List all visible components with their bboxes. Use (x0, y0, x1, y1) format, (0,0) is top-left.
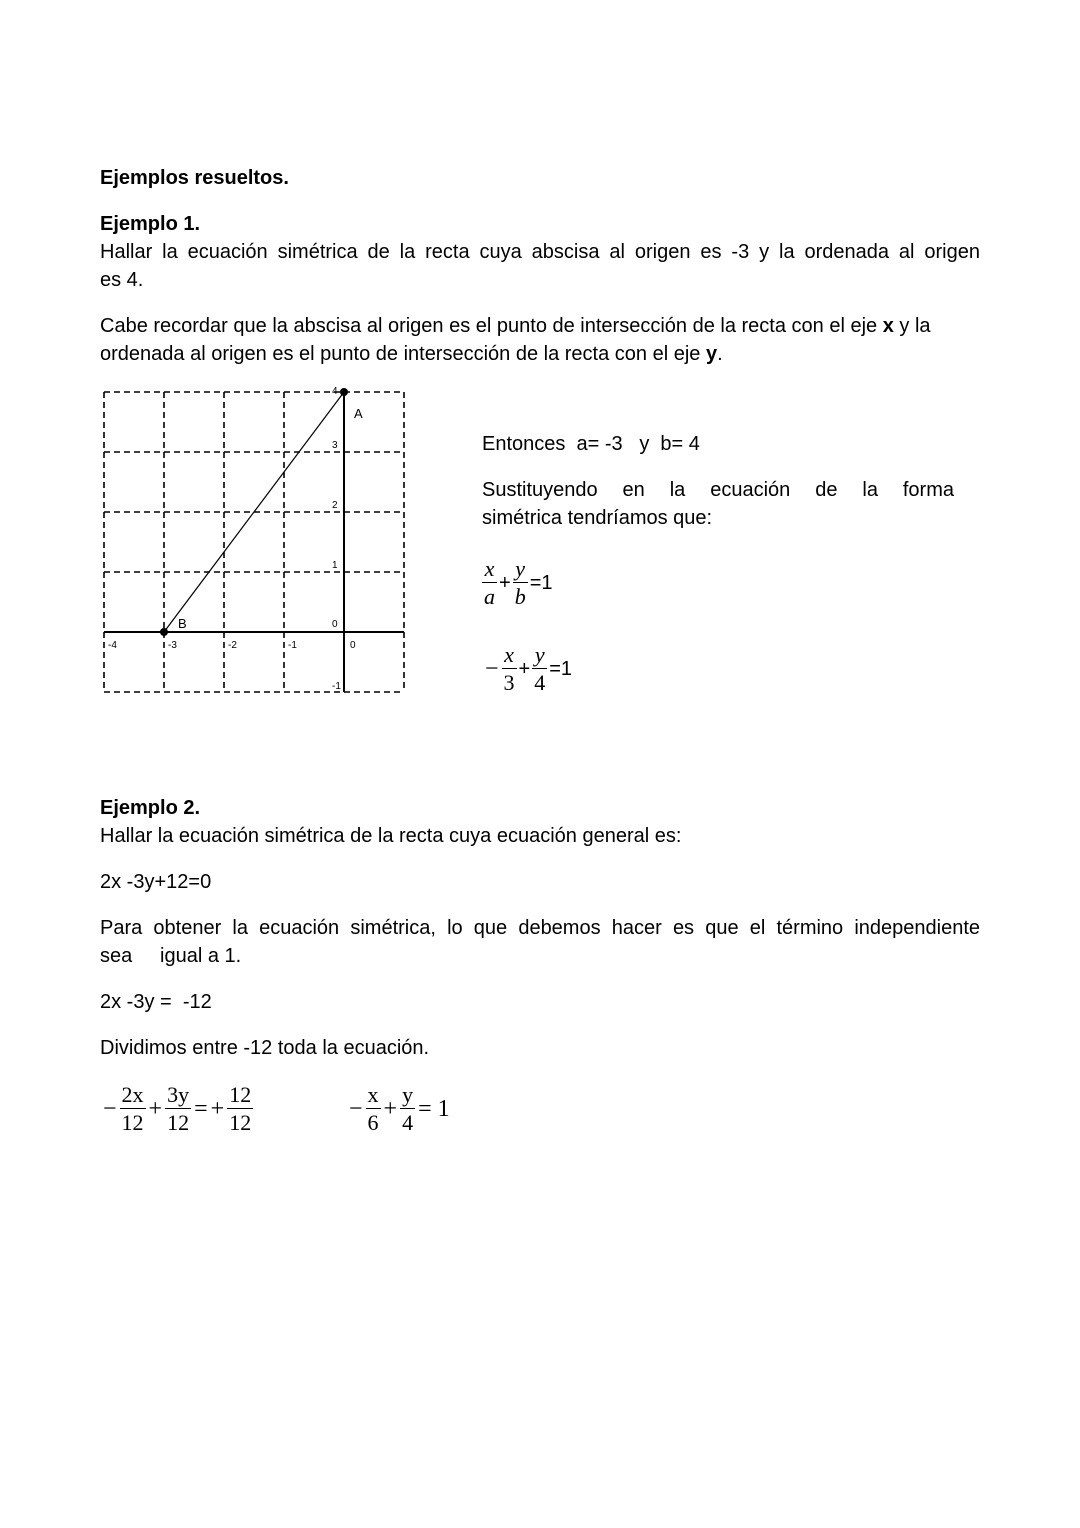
minus-sign: − (485, 656, 499, 682)
x-tick-label: -4 (108, 640, 117, 651)
equals-one: = 1 (418, 1096, 450, 1122)
graph-grid (104, 392, 404, 692)
fraction-y-over-4 (532, 642, 547, 697)
plus-sign: + (499, 572, 511, 594)
fraction-12-over-12 (227, 1082, 253, 1137)
recall-line1 (100, 312, 980, 340)
denominator: 12 (167, 1110, 190, 1135)
y-tick-label: 4 (332, 386, 338, 397)
numerator: y (532, 642, 547, 669)
denominator: 4 (534, 670, 546, 695)
recall-line1-text: Cabe recordar que la abscisa al origen es el punto de intersección de la recta con el eje (100, 315, 883, 337)
equals-one: =1 (549, 658, 573, 680)
graph-line (160, 388, 363, 636)
numerator: y (402, 1082, 414, 1107)
example-2-title: Ejemplo 2. (100, 797, 201, 819)
denominator: 12 (121, 1110, 144, 1135)
divided-equation-formula (100, 1082, 253, 1137)
y-tick-label: 2 (332, 500, 338, 511)
denominator: 3 (503, 670, 515, 695)
x-tick-label: -3 (168, 640, 177, 651)
step-divide-text: Dividimos entre -12 toda la ecuación. (100, 1037, 430, 1059)
recall-axis-y: y (705, 343, 718, 365)
point-b-marker (160, 628, 168, 636)
plus-sign: + (210, 1096, 225, 1122)
minus-sign: − (103, 1096, 117, 1122)
plus-sign: + (148, 1096, 163, 1122)
example-1-title: Ejemplo 1. (100, 213, 201, 235)
general-equation: 2x -3y+12=0 (100, 871, 212, 893)
then-text: Entonces a= -3 y b= 4 (482, 433, 700, 455)
recall-line2 (100, 340, 723, 368)
fraction-x-over-a (482, 556, 497, 611)
numerator: x (502, 642, 517, 669)
explanation-line1: Para obtener la ecuación simétrica, lo que debemos hacer es que el término independiente (100, 917, 980, 939)
substitution-line2: simétrica tendríamos que: (482, 507, 713, 529)
recall-line2-end: . (717, 343, 723, 365)
recall-line1-end: y la (893, 315, 931, 337)
recall-line2-text: ordenada al origen es el punto de intersección de la recta con el eje (100, 343, 706, 365)
x-tick-label: 0 (350, 640, 356, 651)
fraction-3y-over-12 (165, 1082, 191, 1137)
denominator: 6 (367, 1110, 379, 1135)
plus-sign: + (518, 658, 531, 680)
recall-axis-x: x (882, 315, 894, 337)
plus-sign: + (383, 1096, 398, 1122)
intercept-graph (96, 380, 416, 700)
minus-sign: − (349, 1096, 363, 1122)
equals-one: =1 (529, 572, 553, 594)
explanation-line2: sea igual a 1. (100, 945, 242, 967)
section-heading: Ejemplos resueltos. (100, 167, 289, 189)
fraction-2x-over-12 (120, 1082, 146, 1137)
equals-sign: = (194, 1096, 208, 1122)
graph-tick-labels (108, 386, 356, 692)
y-tick-label: 0 (332, 619, 338, 630)
example-1-statement-line2: es 4. (100, 269, 144, 291)
y-tick-label: 3 (332, 440, 338, 451)
fraction-y-over-4 (400, 1082, 415, 1137)
numerator: x (367, 1082, 379, 1107)
numerator: 12 (229, 1082, 252, 1107)
symmetric-form-formula (482, 556, 555, 611)
example-2-statement: Hallar la ecuación simétrica de la recta cuya ecuación general es: (100, 825, 682, 847)
numerator: 2x (121, 1082, 144, 1107)
numerator: y (513, 556, 528, 583)
example-1-result-formula (482, 642, 574, 697)
x-tick-label: -1 (288, 640, 297, 651)
denominator: b (514, 584, 526, 609)
step-equation: 2x -3y = -12 (100, 991, 212, 1013)
denominator: a (484, 584, 495, 609)
point-a-label: A (354, 406, 363, 421)
example-2-result-formula (346, 1082, 453, 1137)
y-tick-label: -1 (332, 681, 341, 692)
example-1-statement-line1: Hallar la ecuación simétrica de la recta cuya abscisa al origen es -3 y la ordenada al origen (100, 241, 980, 263)
fraction-y-over-b (513, 556, 528, 611)
fraction-x-over-3 (502, 642, 517, 697)
denominator: 4 (402, 1110, 414, 1135)
point-b-label: B (178, 616, 187, 631)
graph-axes (104, 392, 404, 692)
y-tick-label: 1 (332, 560, 338, 571)
denominator: 12 (229, 1110, 252, 1135)
point-a-marker (340, 388, 348, 396)
fraction-x-over-6 (366, 1082, 381, 1137)
x-tick-label: -2 (228, 640, 237, 651)
numerator: 3y (167, 1082, 190, 1107)
substitution-line1: Sustituyendo en la ecuación de la forma (482, 479, 954, 501)
numerator: x (482, 556, 497, 583)
